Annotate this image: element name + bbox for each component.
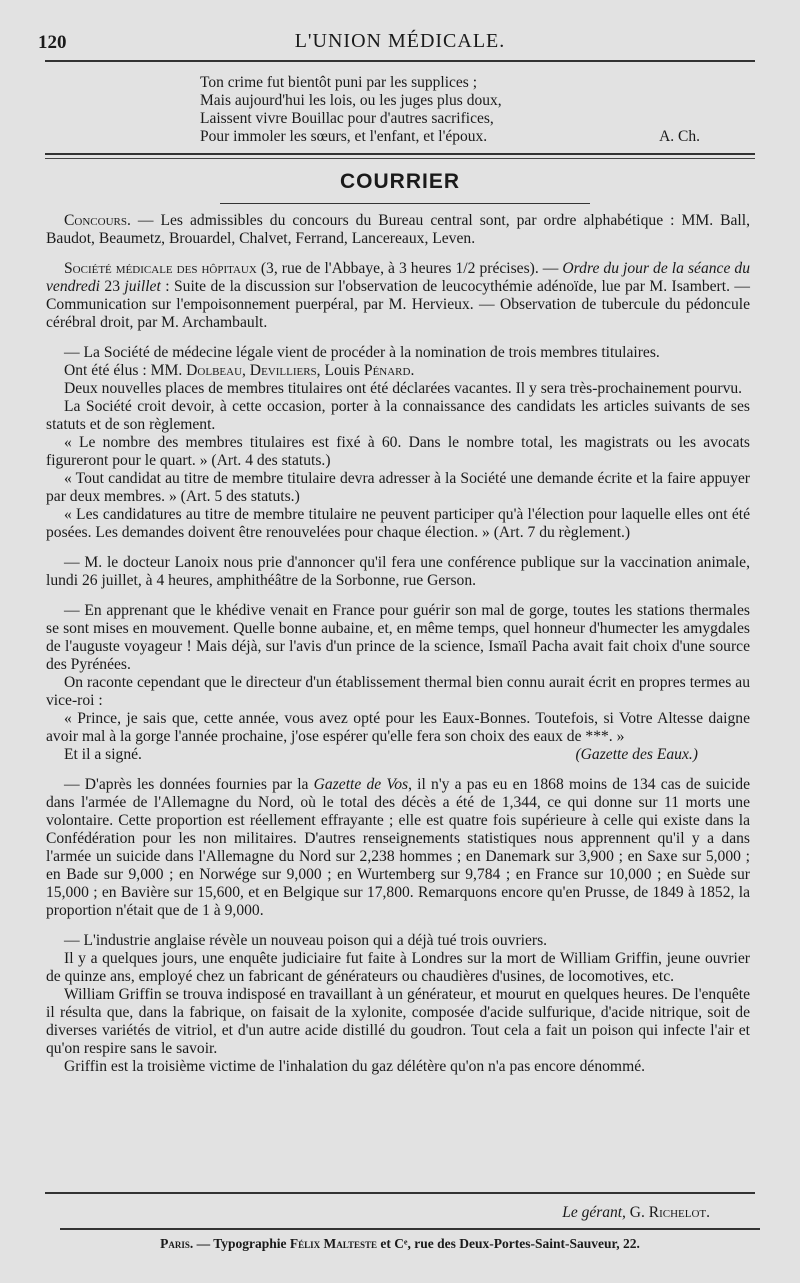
poison-paragraph-3: William Griffin se trouva indisposé en travaillant à un générateur, et mourut en quelques heures. De l'enquête il résulta que, dans la fabrique, on faisait de la xylonite, composée d'acide sulfurique, d'acide nitrique, soit de diverses variétés de vitriol, et d'un autre acide distillé du goudron. Tout cela a fait un poison qui infecte l'air et qu'on respire sans le savoir. xyxy=(46,986,750,1057)
poem xyxy=(200,74,700,146)
section-rule-top xyxy=(45,153,755,155)
poison-paragraph-4: Griffin est la troisième victime de l'inhalation du gaz délétère qu'on n'a pas encore dénommé. xyxy=(64,1058,646,1075)
header-rule xyxy=(45,60,755,62)
poem-line: Mais aujourd'hui les lois, ou les juges plus doux, xyxy=(200,92,502,109)
poison-paragraph: — L'industrie anglaise révèle un nouveau poison qui a déjà tué trois ouvriers. xyxy=(64,932,548,949)
khedive-paragraph: — En apprenant que le khédive venait en France pour guérir son mal de gorge, toutes les stations thermales se sont mises en mouvement. Quelle bonne aubaine, et, en même temps, quel honneur d'humecter les amygdales de l'auguste voyageur ! Mais déjà, sur l'avis d'un prince de la science, Ismaïl Pacha avait fait choix d'une source des Pyrénées. xyxy=(46,602,750,673)
section-rule-bottom xyxy=(45,158,755,159)
khedive-signed: Et il a signé. (Gazette des Eaux.) xyxy=(64,746,698,763)
khedive-paragraph-2: On raconte cependant que le directeur d'un établissement thermal bien connu aurait écrit en propres termes au vice-roi : xyxy=(46,674,750,709)
closing-rule xyxy=(45,1192,755,1194)
medecine-legale-statutes-intro: La Société croit devoir, à cette occasion, porter à la connaissance des candidats les articles suivants de ses statuts et de son règlement. xyxy=(46,398,750,433)
societe-hopitaux-paragraph: Société médicale des hôpitaux (3, rue de l'Abbaye, à 3 heures 1/2 précises). — Ordre du jour de la séance du vendredi 23 juillet : Suite de la discussion sur l'observation de leucocythémie adénoïde, lue par M. Isambert. — Communication sur l'empoisonnement puerpéral, par M. Hervieux. — Observation de tubercule du pédoncule cérébral droit, par M. Archambault. xyxy=(46,260,751,331)
printer-footer: Paris. — Typographie Félix Malteste et Cᵉ, rue des Deux-Portes-Saint-Sauveur, 22. xyxy=(160,1236,640,1251)
poison-paragraph-2: Il y a quelques jours, une enquête judiciaire fut faite à Londres sur la mort de William Griffin, jeune ouvrier de quinze ans, employé chez un fabricant de générateurs ou chaudières d'usines, de locomotives, etc. xyxy=(46,950,750,985)
page-number: 120 xyxy=(38,32,67,53)
poem-signature: A. Ch. xyxy=(659,128,700,145)
concours-paragraph: Concours. — Les admissibles du concours du Bureau central sont, par ordre alphabétique : MM. Ball, Baudot, Beaumetz, Brouardel, Chalvet, Ferrand, Lancereaux, Leven. xyxy=(46,212,750,247)
statute-article-5: « Tout candidat au titre de membre titulaire devra adresser à la Société une demande écrite et la faire appuyer par deux membres. » (Art. 5 des statuts.) xyxy=(46,470,750,505)
article-body xyxy=(46,212,750,1076)
gerant-signature: Le gérant, G. Richelot. xyxy=(562,1204,710,1221)
suicides-paragraph: — D'après les données fournies par la Gazette de Vos, il n'y a pas eu en 1868 moins de 134 cas de suicide dans l'armée de l'Allemagne du Nord, où le total des décès a été de 1,344, ce qui donne sur 11 morts une volontaire. Cette proportion est réellement effrayante ; elle est quatre fois supérieure à celle qui existe dans la Confédération pour les non militaires. D'autres renseignements statistiques nous apprennent qu'il y a dans l'armée un suicide dans l'Allemagne du Nord sur 2,238 hommes ; en Danemark sur 3,900 ; en Saxe sur 5,000 ; en Bade sur 9,000 ; en Norwége sur 9,000 ; en Wurtemberg sur 9,784 ; en France sur 10,000 ; en Suède sur 15,000 ; en Bavière sur 15,600, et en Belgique sur 17,800. Remarquons encore qu'en Prusse, de 1849 à 1852, la proportion n'était que de 1 à 9,000. xyxy=(46,776,751,919)
poem-line: Laissent vivre Bouillac pour d'autres sacrifices, xyxy=(200,110,494,127)
statute-article-4: « Le nombre des membres titulaires est fixé à 60. Dans le nombre total, les magistrats ou les avocats figureront pour le quart. » (Art. 4 des statuts.) xyxy=(46,434,750,469)
poem-line: Ton crime fut bientôt puni par les supplices ; xyxy=(200,74,477,91)
reglement-article-7: « Les candidatures au titre de membre titulaire ne peuvent participer qu'à l'élection pour laquelle elles ont été posées. Les demandes doivent être renouvelées pour chaque élection. » (Art. 7 du règlement.) xyxy=(46,506,750,541)
footer-rule xyxy=(60,1228,760,1230)
poem-line: Pour immoler les sœurs, et l'enfant, et l'époux. xyxy=(200,128,488,145)
lanoix-paragraph: — M. le docteur Lanoix nous prie d'annoncer qu'il fera une conférence publique sur la vaccination animale, lundi 26 juillet, à 4 heures, amphithéâtre de la Sorbonne, rue Gerson. xyxy=(46,554,750,589)
journal-title: L'UNION MÉDICALE. xyxy=(294,30,506,52)
medecine-legale-intro: — La Société de médecine légale vient de procéder à la nomination de trois membres titulaires. xyxy=(64,344,660,361)
medecine-legale-vacancies: Deux nouvelles places de membres titulaires ont été déclarées vacantes. Il y sera très-prochainement pourvu. xyxy=(64,380,743,397)
section-title: COURRIER xyxy=(339,170,460,193)
title-underline xyxy=(220,203,590,204)
medecine-legale-elected: Ont été élus : MM. Dolbeau, Devilliers, Louis Pénard. xyxy=(64,362,415,379)
khedive-letter: « Prince, je sais que, cette année, vous avez opté pour les Eaux-Bonnes. Toutefois, si Votre Altesse daigne avoir mal à la gorge l'année prochaine, j'ose espérer qu'elle fera son choix des eaux de ***. » xyxy=(46,710,750,745)
